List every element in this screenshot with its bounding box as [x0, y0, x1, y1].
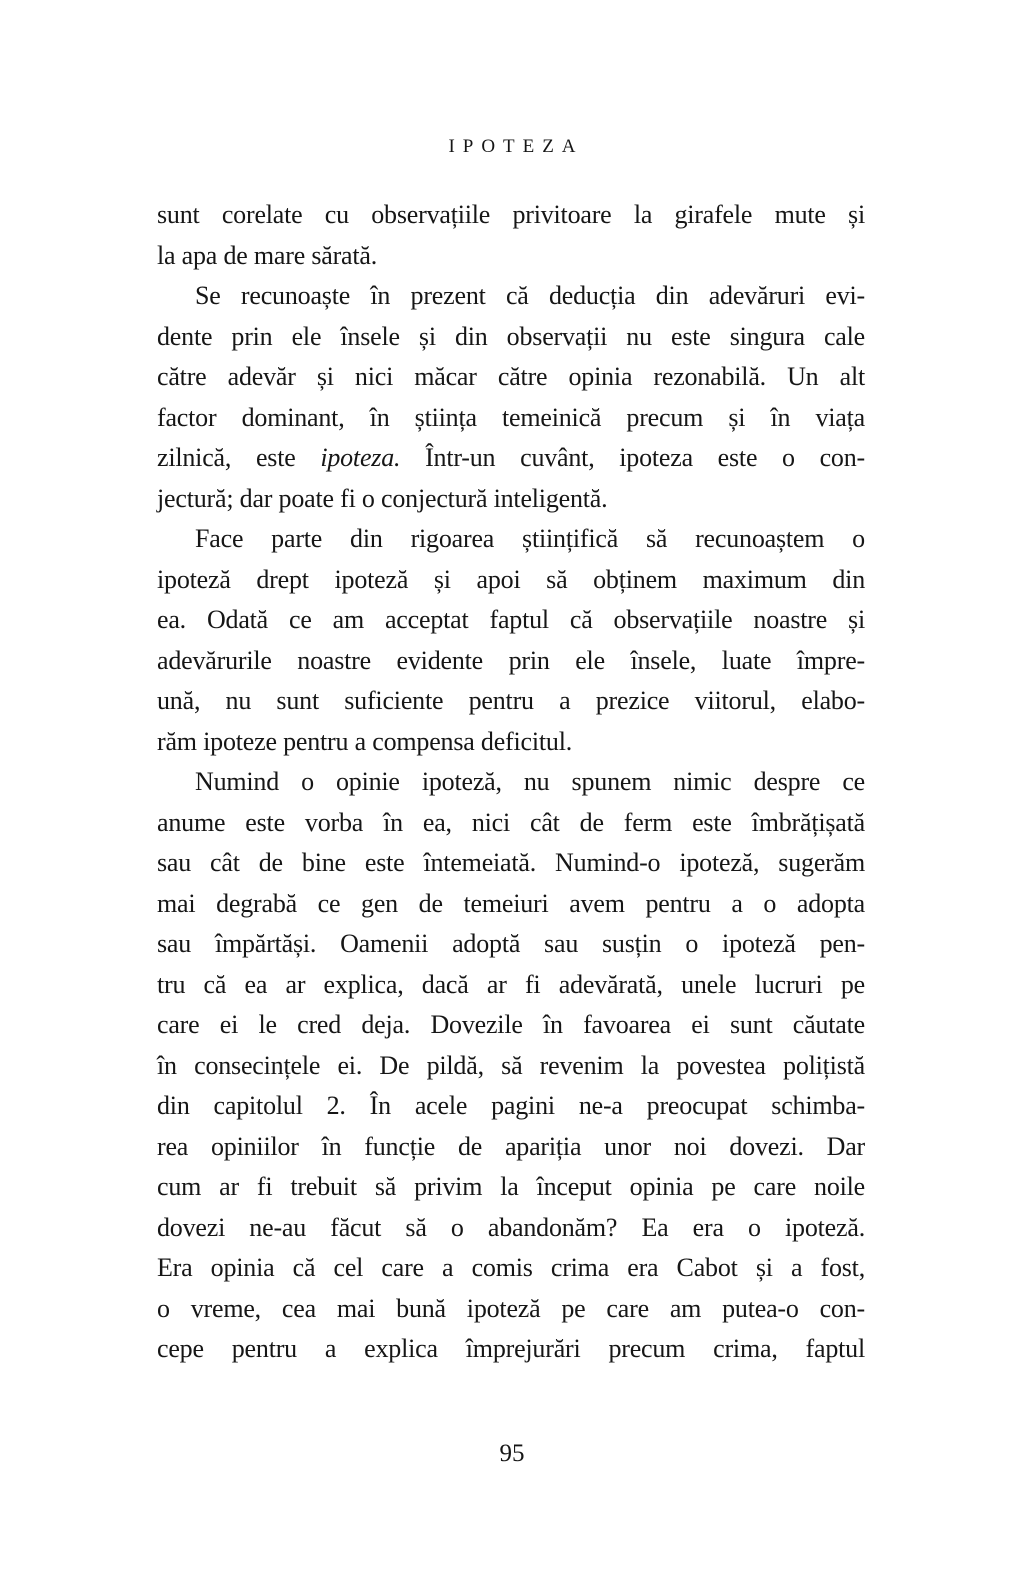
text-line — [157, 357, 865, 398]
text-segment: zilnică, este — [157, 443, 321, 472]
text-segment: în consecințele ei. De pildă, să revenim la povestea polițistă — [157, 1050, 865, 1080]
text-segment: sau cât de bine este întemeiată. Numind-o ipoteză, sugerăm — [157, 848, 865, 877]
paragraph — [157, 762, 865, 1370]
text-segment: o vreme, cea mai bună ipoteză pe care am putea-o con- — [157, 1293, 865, 1323]
text-segment: dovezi ne-au făcut să o abandonăm? Ea era o ipoteză. — [157, 1212, 865, 1242]
text-segment: care ei le cred deja. Dovezile în favoarea ei sunt căutate — [157, 1010, 865, 1039]
text-line — [157, 1208, 865, 1249]
text-line — [157, 276, 865, 317]
text-line — [157, 600, 865, 641]
text-segment: Era opinia că cel care a comis crima era Cabot și a fost, — [157, 1253, 865, 1282]
text-segment: Se recunoaște în prezent că deducția din adevăruri evi- — [195, 281, 865, 310]
text-segment: sunt corelate cu observațiile privitoare la girafele mute și — [157, 200, 865, 229]
text-line — [157, 803, 865, 844]
text-segment: tru că ea ar explica, dacă ar fi adevărată, unele lucruri pe — [157, 969, 865, 999]
text-line — [157, 519, 865, 560]
text-segment: cum ar fi trebuit să privim la început opinia pe care noile — [157, 1172, 865, 1201]
text-line — [157, 1086, 865, 1127]
text-line — [157, 479, 865, 520]
text-segment: rea opiniilor în funcție de apariția unor noi dovezi. Dar — [157, 1131, 865, 1161]
text-line — [157, 722, 865, 763]
text-segment: cepe pentru a explica împrejurări precum crima, faptul — [157, 1334, 865, 1363]
page-number: 95 — [499, 1440, 525, 1467]
text-line — [157, 641, 865, 682]
text-line — [157, 236, 865, 277]
text-segment: dente prin ele însele și din observații nu este singura cale — [157, 321, 865, 351]
text-segment: ipoteză drept ipoteză și apoi să obținem maximum din — [157, 564, 865, 594]
text-line — [157, 317, 865, 358]
paragraph — [157, 276, 865, 519]
text-line — [157, 560, 865, 601]
text-line — [157, 1289, 865, 1330]
chapter-running-head: IPOTEZA — [448, 136, 584, 157]
text-segment: din capitolul 2. În acele pagini ne-a preocupat schimba- — [157, 1091, 865, 1120]
text-segment: la apa de mare sărată. — [157, 240, 378, 270]
text-line — [157, 924, 865, 965]
text-line — [157, 884, 865, 925]
text-segment: Într-un cuvânt, ipoteza este o con- — [400, 443, 865, 472]
text-line — [157, 681, 865, 722]
text-segment: către adevăr și nici măcar către opinia rezonabilă. Un alt — [157, 362, 865, 391]
text-segment: Face parte din rigoarea științifică să recunoaștem o — [195, 524, 865, 553]
text-line — [157, 1046, 865, 1087]
text-line — [157, 1127, 865, 1168]
text-segment: Numind o opinie ipoteză, nu spunem nimic despre ce — [195, 767, 865, 796]
paragraph — [157, 519, 865, 762]
body-text — [157, 195, 865, 1370]
text-line — [157, 843, 865, 884]
text-line — [157, 195, 865, 236]
text-segment: factor dominant, în știința temeinică precum și în viața — [157, 402, 865, 432]
text-segment: ună, nu sunt suficiente pentru a prezice viitorul, elabo- — [157, 686, 865, 715]
text-segment: adevărurile noastre evidente prin ele însele, luate împre- — [157, 645, 865, 675]
text-segment: mai degrabă ce gen de temeiuri avem pentru a o adopta — [157, 888, 865, 918]
text-segment: jectură; dar poate fi o conjectură inteligentă. — [157, 483, 608, 513]
text-line — [157, 398, 865, 439]
italic-text: ipoteza. — [320, 443, 401, 472]
paragraph — [157, 195, 865, 276]
text-line — [157, 762, 865, 803]
text-segment: ea. Odată ce am acceptat faptul că observațiile noastre și — [157, 605, 865, 634]
text-line — [157, 965, 865, 1006]
text-line — [157, 438, 865, 479]
text-line — [157, 1005, 865, 1046]
text-line — [157, 1167, 865, 1208]
text-segment: sau împărtăși. Oamenii adoptă sau susțin o ipoteză pen- — [157, 929, 865, 958]
text-line — [157, 1329, 865, 1370]
text-segment: răm ipoteze pentru a compensa deficitul. — [157, 726, 573, 756]
text-line — [157, 1248, 865, 1289]
text-segment: anume este vorba în ea, nici cât de ferm este îmbrățișată — [157, 807, 865, 837]
